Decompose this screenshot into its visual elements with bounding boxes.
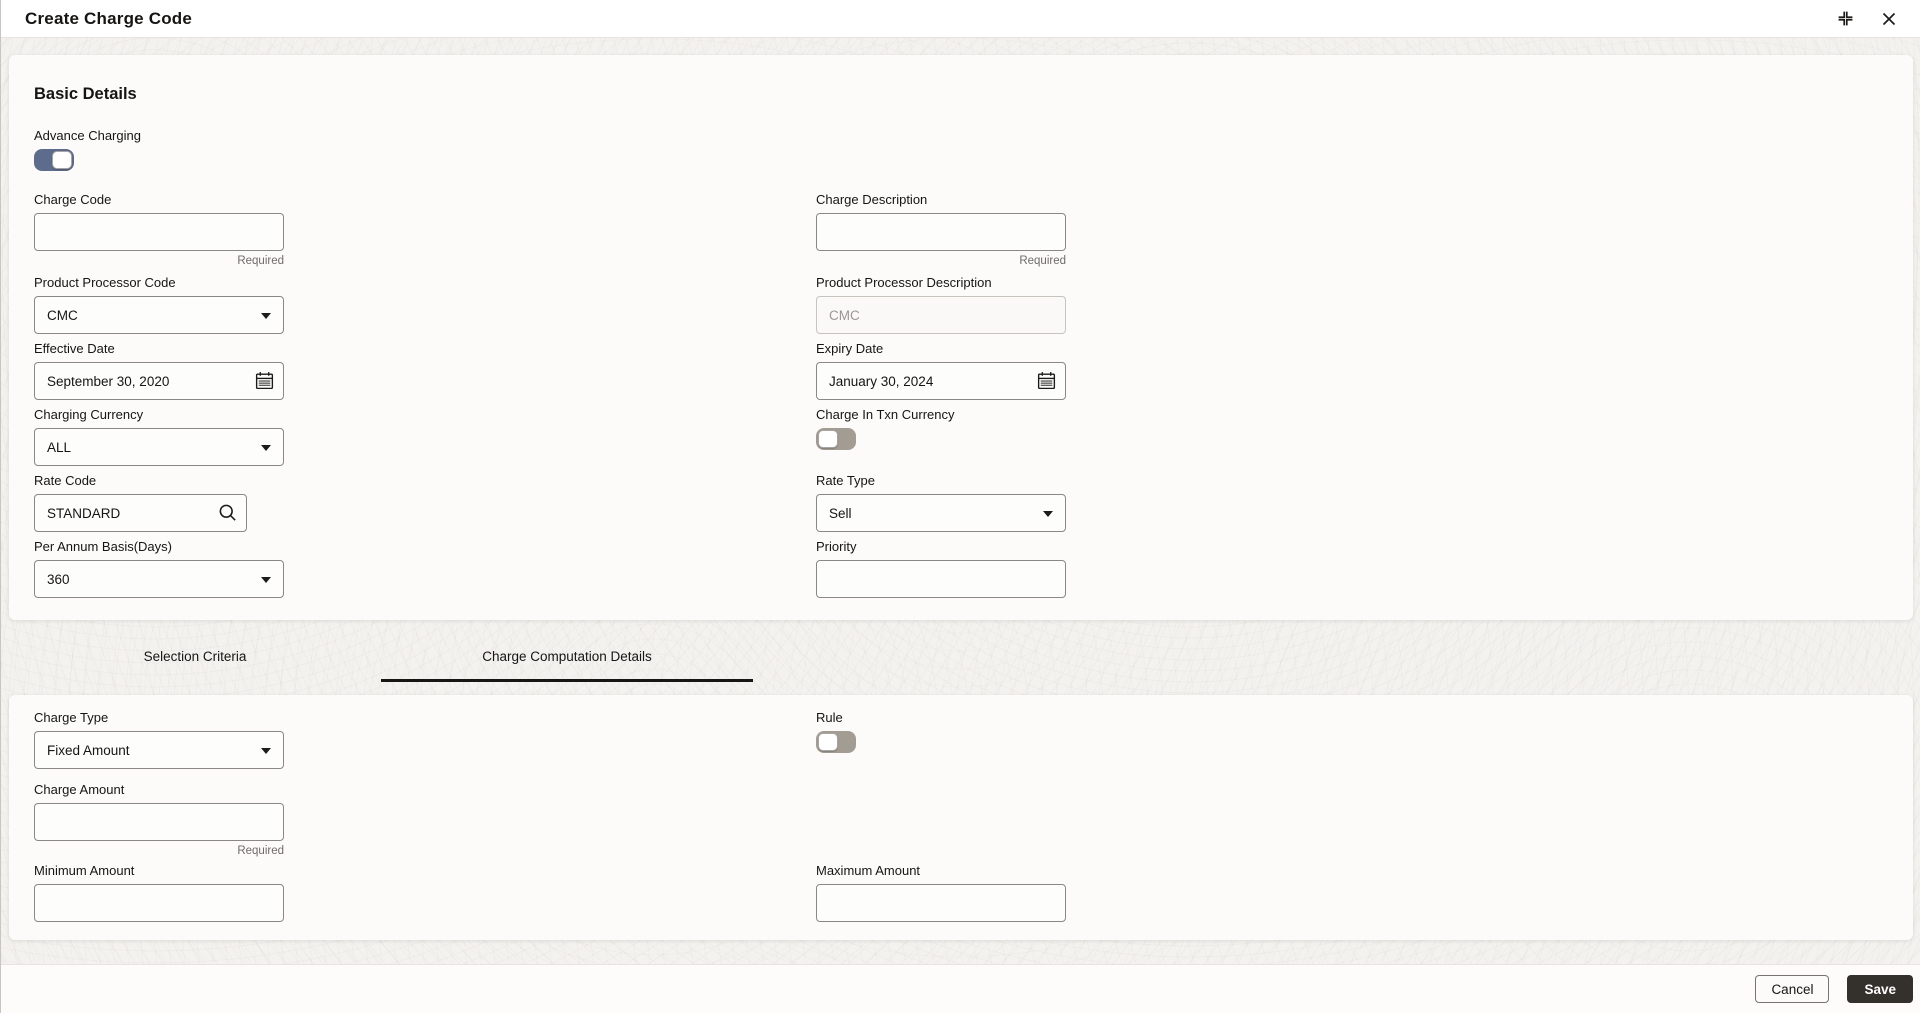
charge-amount-group [34, 782, 284, 857]
per-annum-basis-label: Per Annum Basis(Days) [34, 539, 172, 554]
rule-group [816, 710, 1066, 753]
window-actions [1835, 9, 1899, 29]
charge-amount-label: Charge Amount [34, 782, 125, 797]
toggle-knob [52, 151, 72, 169]
charge-in-txn-currency-label: Charge In Txn Currency [816, 407, 955, 422]
rule-label: Rule [816, 710, 843, 725]
close-icon [1881, 11, 1897, 27]
rate-type-label: Rate Type [816, 473, 876, 488]
rule-toggle[interactable] [816, 731, 856, 753]
chevron-down-icon [261, 313, 271, 319]
cancel-button[interactable]: Cancel [1755, 975, 1829, 1003]
toggle-knob [818, 733, 838, 751]
product-processor-description-group [816, 275, 1066, 334]
charging-currency-value: ALL [47, 439, 72, 455]
charge-in-txn-currency-toggle[interactable] [816, 428, 856, 450]
minimum-amount-label: Minimum Amount [34, 863, 135, 878]
priority-input[interactable] [816, 560, 1066, 598]
calendar-icon[interactable] [254, 370, 275, 391]
charging-currency-label: Charging Currency [34, 407, 144, 422]
rate-type-value: Sell [829, 505, 852, 521]
effective-date-group [34, 341, 284, 400]
product-processor-description-input [816, 296, 1066, 334]
tab-label: Charge Computation Details [482, 648, 652, 664]
close-button[interactable] [1879, 9, 1899, 29]
per-annum-basis-select[interactable] [34, 560, 284, 598]
chevron-down-icon [1043, 511, 1053, 517]
required-hint: Required [1019, 255, 1066, 267]
charge-code-group [34, 192, 284, 267]
rate-type-select[interactable] [816, 494, 1066, 532]
charge-description-input[interactable] [816, 213, 1066, 251]
priority-label: Priority [816, 539, 857, 554]
minimum-amount-group [34, 863, 284, 922]
chevron-down-icon [261, 445, 271, 451]
maximum-amount-input[interactable] [816, 884, 1066, 922]
charge-description-group [816, 192, 1066, 267]
window-titlebar [1, 0, 1920, 38]
product-processor-code-group [34, 275, 284, 334]
basic-details-card [9, 55, 1913, 620]
rate-code-group [34, 473, 247, 532]
save-button[interactable]: Save [1847, 975, 1913, 1003]
product-processor-description-label: Product Processor Description [816, 275, 992, 290]
maximum-amount-group [816, 863, 1066, 922]
charge-type-value: Fixed Amount [47, 742, 130, 758]
charge-type-label: Charge Type [34, 710, 109, 725]
detail-tabs [9, 630, 753, 682]
product-processor-code-label: Product Processor Code [34, 275, 176, 290]
charge-code-input[interactable] [34, 213, 284, 251]
charge-description-label: Charge Description [816, 192, 928, 207]
rate-code-label: Rate Code [34, 473, 97, 488]
chevron-down-icon [261, 748, 271, 754]
tab-charge-computation-details[interactable] [381, 630, 753, 682]
tab-label: Selection Criteria [143, 648, 247, 664]
basic-details-heading: Basic Details [34, 85, 137, 103]
advance-charging-group [34, 128, 284, 171]
tab-selection-criteria[interactable] [9, 630, 381, 682]
charge-amount-input[interactable] [34, 803, 284, 841]
effective-date-label: Effective Date [34, 341, 115, 356]
product-processor-code-select[interactable] [34, 296, 284, 334]
advance-charging-toggle[interactable] [34, 149, 74, 171]
per-annum-basis-value: 360 [47, 571, 70, 587]
expiry-date-group [816, 341, 1066, 400]
collapse-window-button[interactable] [1835, 9, 1855, 29]
effective-date-input[interactable] [34, 362, 284, 400]
page-title: Create Charge Code [25, 8, 193, 28]
charge-in-txn-currency-group [816, 407, 1066, 450]
rate-type-group [816, 473, 1066, 532]
charge-computation-card [9, 695, 1913, 940]
required-hint: Required [237, 255, 284, 267]
charging-currency-select[interactable] [34, 428, 284, 466]
search-icon[interactable] [217, 502, 238, 523]
action-footer [1, 965, 1920, 1013]
charge-type-select[interactable] [34, 731, 284, 769]
toggle-knob [818, 430, 838, 448]
charge-code-label: Charge Code [34, 192, 112, 207]
charging-currency-group [34, 407, 284, 466]
charge-type-group [34, 710, 284, 769]
calendar-icon[interactable] [1036, 370, 1057, 391]
priority-group [816, 539, 1066, 598]
expiry-date-input[interactable] [816, 362, 1066, 400]
required-hint: Required [237, 845, 284, 857]
advance-charging-label: Advance Charging [34, 128, 141, 143]
expiry-date-label: Expiry Date [816, 341, 884, 356]
minimum-amount-input[interactable] [34, 884, 284, 922]
per-annum-basis-group [34, 539, 284, 598]
product-processor-code-value: CMC [47, 307, 78, 323]
collapse-icon [1837, 10, 1854, 27]
maximum-amount-label: Maximum Amount [816, 863, 921, 878]
chevron-down-icon [261, 577, 271, 583]
rate-code-input[interactable] [34, 494, 247, 532]
